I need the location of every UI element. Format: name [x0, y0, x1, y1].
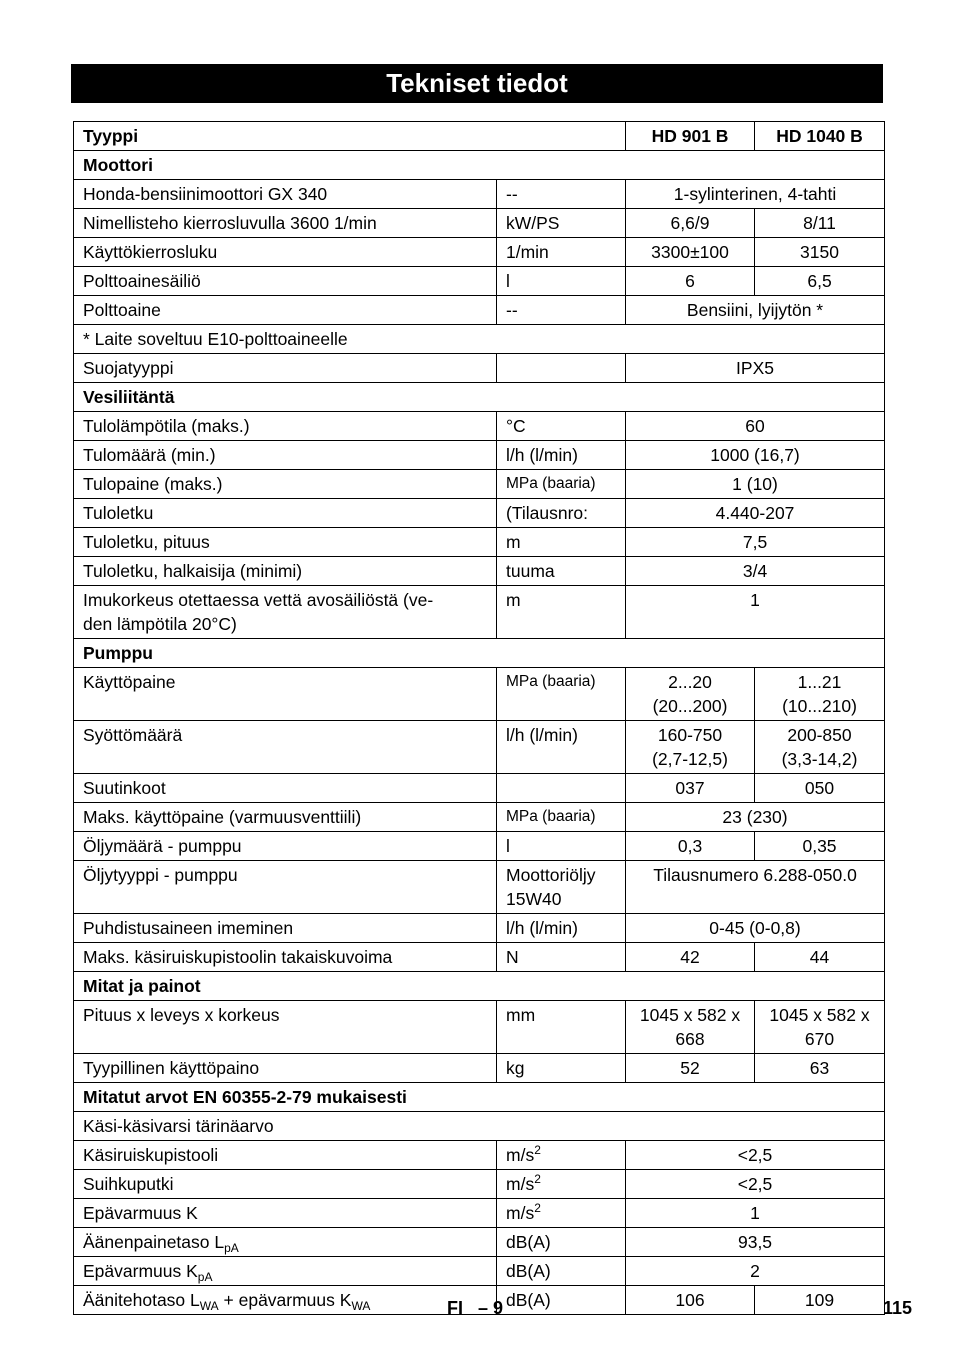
row-value-model-2: 8/11 — [755, 209, 885, 238]
table-row — [74, 557, 885, 586]
row-unit: kW/PS — [497, 209, 626, 238]
row-unit: dB(A) — [497, 1228, 626, 1257]
table-row — [74, 528, 885, 557]
row-label: Syöttömäärä — [74, 721, 497, 774]
row-value: 1 — [626, 586, 885, 639]
row-value: 1 — [626, 1199, 885, 1228]
row-label: Tyypillinen käyttöpaino — [74, 1054, 497, 1083]
spec-table — [73, 121, 885, 1315]
table-row — [74, 721, 885, 774]
table-row — [74, 832, 885, 861]
footer-page-local: FI – 9 — [447, 1298, 504, 1318]
row-label: Äänitehotaso $L_{WA}$ + epävarmuus $K_{WA}$ — [74, 1286, 497, 1315]
row-value: 1-sylinterinen, 4-tahti — [626, 180, 885, 209]
row-value-model-1: 037 — [626, 774, 755, 803]
table-row — [74, 1257, 885, 1286]
table-row — [74, 1199, 885, 1228]
row-label: Puhdistusaineen imeminen — [74, 914, 497, 943]
table-row — [74, 586, 885, 639]
header-model-1: HD 901 B — [626, 122, 755, 151]
row-unit: -- — [497, 180, 626, 209]
table-row — [74, 774, 885, 803]
footer-page-number: 115 — [882, 1298, 912, 1318]
row-unit: 1/min — [497, 238, 626, 267]
row-unit: $m/s^2$ — [497, 1141, 626, 1170]
table-row — [74, 180, 885, 209]
row-value: IPX5 — [626, 354, 885, 383]
section-heading: Vesiliitäntä — [74, 383, 885, 412]
row-label: Käyttöpaine — [74, 668, 497, 721]
header-model-2: HD 1040 B — [755, 122, 885, 151]
row-label: Nimellisteho kierrosluvulla 3600 1/min — [74, 209, 497, 238]
row-label: Honda-bensiinimoottori GX 340 — [74, 180, 497, 209]
row-value: 1000 (16,7) — [626, 441, 885, 470]
row-value: 23 (230) — [626, 803, 885, 832]
row-label: Öljymäärä - pumppu — [74, 832, 497, 861]
row-label: Tuloletku, pituus — [74, 528, 497, 557]
table-row — [74, 267, 885, 296]
row-label: Polttoaine — [74, 296, 497, 325]
header-type: Tyyppi — [74, 122, 626, 151]
row-value-model-2: 44 — [755, 943, 885, 972]
row-unit: $m/s^2$ — [497, 1170, 626, 1199]
row-value: Tilausnumero 6.288-050.0 — [626, 861, 885, 914]
table-row — [74, 1112, 885, 1141]
row-value: 7,5 — [626, 528, 885, 557]
row-label: Tuloletku, halkaisija (minimi) — [74, 557, 497, 586]
row-label: Tulolämpötila (maks.) — [74, 412, 497, 441]
table-header-row — [74, 122, 885, 151]
row-unit: l/h (l/min) — [497, 914, 626, 943]
row-value-model-2: 1...21 (10...210) — [755, 668, 885, 721]
row-label: Epävarmuus $K_{pA}$ — [74, 1257, 497, 1286]
row-value: 60 — [626, 412, 885, 441]
row-unit: °C — [497, 412, 626, 441]
row-label: Käsi-käsivarsi tärinäarvo — [74, 1112, 885, 1141]
row-value: 4.440-207 — [626, 499, 885, 528]
row-value-model-1: 1045 x 582 x 668 — [626, 1001, 755, 1054]
row-value-model-1: 52 — [626, 1054, 755, 1083]
row-label: Suihkuputki — [74, 1170, 497, 1199]
table-row — [74, 470, 885, 499]
row-unit: l/h (l/min) — [497, 441, 626, 470]
row-unit: (Tilausnro: — [497, 499, 626, 528]
row-label: Öljytyyppi - pumppu — [74, 861, 497, 914]
table-row — [74, 803, 885, 832]
table-row — [74, 383, 885, 412]
row-label: Tuloletku — [74, 499, 497, 528]
table-row — [74, 914, 885, 943]
row-label: Maks. käyttöpaine (varmuusventtiili) — [74, 803, 497, 832]
row-unit: $m/s^2$ — [497, 1199, 626, 1228]
table-row — [74, 1141, 885, 1170]
page-title: Tekniset tiedot — [71, 64, 883, 103]
row-unit: dB(A) — [497, 1286, 626, 1315]
row-value-model-1: 0,3 — [626, 832, 755, 861]
table-row — [74, 296, 885, 325]
row-value: <2,5 — [626, 1141, 885, 1170]
row-label: Polttoainesäiliö — [74, 267, 497, 296]
table-row — [74, 1170, 885, 1199]
row-value-model-1: 42 — [626, 943, 755, 972]
row-value-model-2: 200-850 (3,3-14,2) — [755, 721, 885, 774]
row-label: Pituus x leveys x korkeus — [74, 1001, 497, 1054]
row-label: Suutinkoot — [74, 774, 497, 803]
row-unit: MPa (baaria) — [497, 470, 626, 499]
row-label: Suojatyyppi — [74, 354, 497, 383]
row-unit: dB(A) — [497, 1257, 626, 1286]
row-value-model-1: 6 — [626, 267, 755, 296]
table-row — [74, 151, 885, 180]
row-unit: MPa (baaria) — [497, 668, 626, 721]
row-value: 0-45 (0-0,8) — [626, 914, 885, 943]
row-label: Äänenpainetaso $L_{pA}$ — [74, 1228, 497, 1257]
row-unit: l/h (l/min) — [497, 721, 626, 774]
row-unit: Moottoriöljy 15W40 — [497, 861, 626, 914]
row-unit — [497, 354, 626, 383]
table-row — [74, 441, 885, 470]
row-value-model-2: 6,5 — [755, 267, 885, 296]
table-row — [74, 972, 885, 1001]
row-label: Tulopaine (maks.) — [74, 470, 497, 499]
row-value: <2,5 — [626, 1170, 885, 1199]
table-row — [74, 943, 885, 972]
row-value: 1 (10) — [626, 470, 885, 499]
table-row — [74, 668, 885, 721]
row-label: Imukorkeus otettaessa vettä avosäiliöstä (ve- den lämpötila 20°C) — [74, 586, 497, 639]
table-row — [74, 1001, 885, 1054]
row-value-model-1: 6,6/9 — [626, 209, 755, 238]
table-row — [74, 412, 885, 441]
table-row — [74, 354, 885, 383]
section-heading: Moottori — [74, 151, 885, 180]
row-unit: kg — [497, 1054, 626, 1083]
row-value-model-2: 3150 — [755, 238, 885, 267]
row-label: Maks. käsiruiskupistoolin takaiskuvoima — [74, 943, 497, 972]
table-row — [74, 325, 885, 354]
row-unit: tuuma — [497, 557, 626, 586]
row-label: Käyttökierrosluku — [74, 238, 497, 267]
row-label: Tulomäärä (min.) — [74, 441, 497, 470]
row-unit: m — [497, 586, 626, 639]
row-value-model-2: 1045 x 582 x 670 — [755, 1001, 885, 1054]
section-heading: Mitatut arvot EN 60355-2-79 mukaisesti — [74, 1083, 885, 1112]
row-value-model-2: 63 — [755, 1054, 885, 1083]
table-row — [74, 1083, 885, 1112]
row-value: 3/4 — [626, 557, 885, 586]
row-unit: N — [497, 943, 626, 972]
table-row — [74, 499, 885, 528]
row-label: Käsiruiskupistooli — [74, 1141, 497, 1170]
row-unit: mm — [497, 1001, 626, 1054]
row-unit: m — [497, 528, 626, 557]
row-label: * Laite soveltuu E10-polttoaineelle — [74, 325, 885, 354]
section-heading: Mitat ja painot — [74, 972, 885, 1001]
table-row — [74, 209, 885, 238]
row-value-model-2: 0,35 — [755, 832, 885, 861]
table-row — [74, 1228, 885, 1257]
row-value: 93,5 — [626, 1228, 885, 1257]
row-unit: l — [497, 832, 626, 861]
table-row — [74, 238, 885, 267]
row-unit — [497, 774, 626, 803]
row-value-model-1: 3300±100 — [626, 238, 755, 267]
row-unit: -- — [497, 296, 626, 325]
table-row — [74, 1054, 885, 1083]
row-value: Bensiini, lyijytön * — [626, 296, 885, 325]
row-value-model-2: 050 — [755, 774, 885, 803]
row-value-model-1: 160-750 (2,7-12,5) — [626, 721, 755, 774]
table-row — [74, 861, 885, 914]
section-heading: Pumppu — [74, 639, 885, 668]
row-unit: MPa (baaria) — [497, 803, 626, 832]
table-row — [74, 639, 885, 668]
row-label: Epävarmuus K — [74, 1199, 497, 1228]
row-unit: l — [497, 267, 626, 296]
row-value-model-2: 109 — [755, 1286, 885, 1315]
row-value-model-1: 106 — [626, 1286, 755, 1315]
row-value: 2 — [626, 1257, 885, 1286]
row-value-model-1: 2...20 (20...200) — [626, 668, 755, 721]
